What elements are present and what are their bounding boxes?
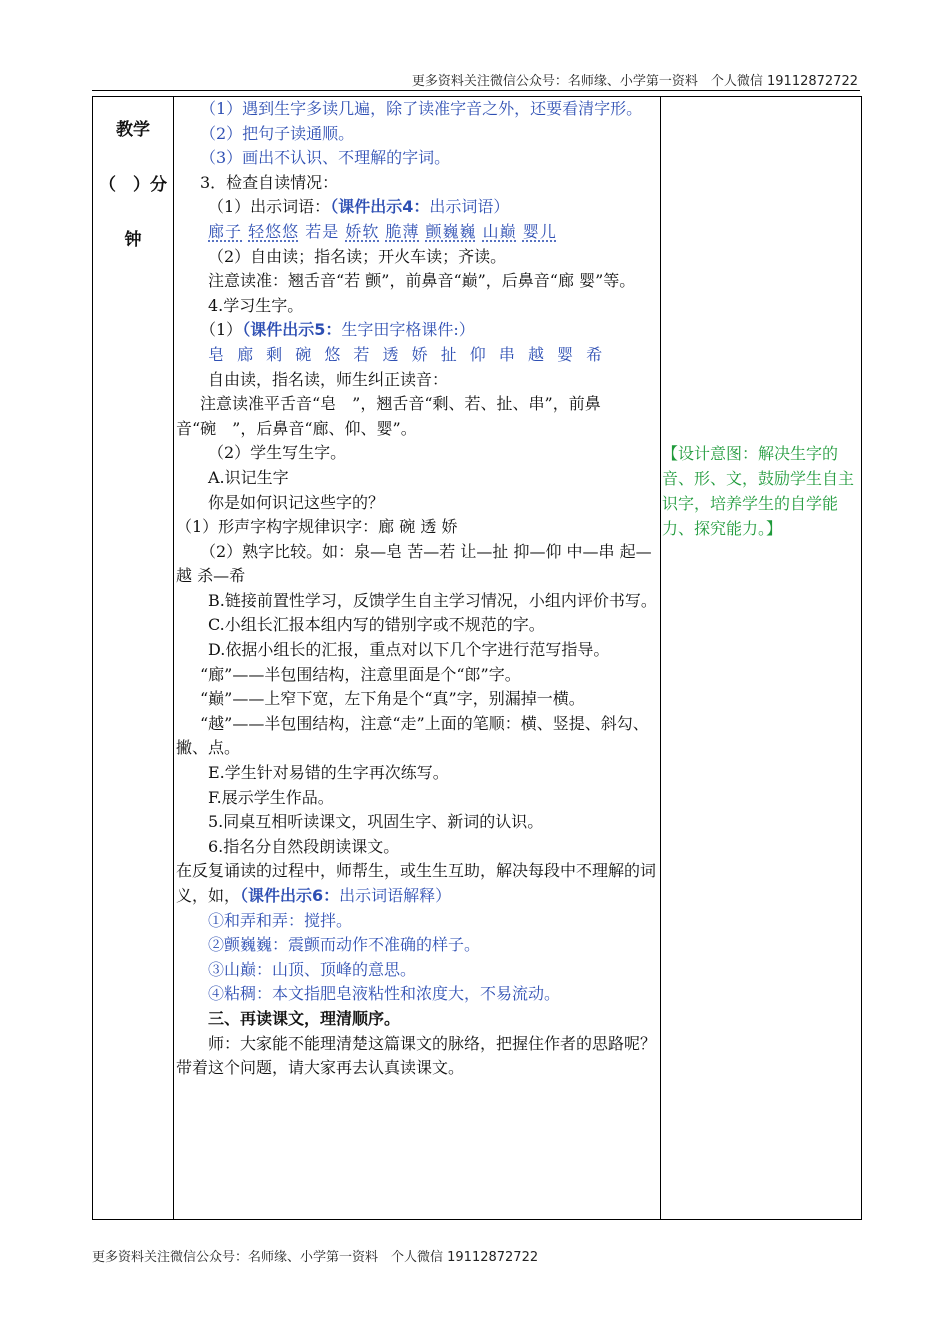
step-line: 自由读，指名读，师生纠正读音： bbox=[208, 369, 449, 389]
step-line bbox=[176, 318, 658, 343]
word-item: 颤巍巍 bbox=[425, 221, 477, 241]
gloss-item: ②颤巍巍：震颤而动作不准确的样子。 bbox=[208, 935, 481, 955]
word-item: 若是 bbox=[305, 221, 340, 241]
text-span: （1） bbox=[200, 320, 243, 340]
gloss-item: ③山巅：山顶、顶峰的意思。 bbox=[208, 959, 417, 979]
step-line: （1）形声字构字规律识字：廊 碗 透 娇 bbox=[176, 517, 458, 537]
content-cell bbox=[174, 97, 661, 1220]
step-line: E.学生针对易错的生字再次练写。 bbox=[208, 763, 449, 783]
step-line: 师：大家能不能理清楚这篇课文的脉络，把握住作者的思路呢？带着这个问题，请大家再去认真读课文。 bbox=[176, 1033, 657, 1078]
header-rule bbox=[92, 90, 860, 91]
step-line: 3．检查自读情况： bbox=[200, 172, 339, 192]
word-item: 廊子 bbox=[208, 221, 243, 241]
step-line: D.依据小组长的汇报，重点对以下几个字进行范写指导。 bbox=[208, 640, 610, 660]
word-item: 脆薄 bbox=[385, 221, 420, 241]
step-line: 注意读准平舌音“皂 ”，翘舌音“剩、若、扯、串”，前鼻音“碗 ”，后鼻音“廊、仰、婴”。 bbox=[176, 394, 601, 438]
word-item: 婴儿 bbox=[522, 221, 557, 241]
courseware-text: 生字田字格课件:） bbox=[341, 320, 475, 340]
gloss-item: ④粘稠：本文指肥皂液粘性和浓度大，不易流动。 bbox=[208, 984, 561, 1004]
word-item: 山巅 bbox=[482, 221, 517, 241]
time-label-2: （ ）分 bbox=[99, 175, 167, 195]
time-cell bbox=[93, 97, 174, 1220]
step-line: （3）画出不认识、不理解的字词。 bbox=[200, 148, 451, 168]
step-line: B.链接前置性学习，反馈学生自主学习情况，小组内评价书写。 bbox=[208, 590, 657, 610]
step-line: 你是如何识记这些字的？ bbox=[208, 492, 385, 512]
word-item: 娇软 bbox=[345, 221, 380, 241]
courseware-tag: （课件出示5： bbox=[242, 320, 342, 340]
step-line: （2）自由读；指名读；开火车读；齐读。 bbox=[208, 246, 507, 266]
courseware-tag: （课件出示4： bbox=[330, 197, 430, 217]
step-line: 注意读准：翘舌音“若 颤”，前鼻音“巅”，后鼻音“廊 婴”等。 bbox=[208, 271, 636, 291]
page-header: 更多资料关注微信公众号：名师缘、小学第一资料 个人微信 19112872722 bbox=[411, 74, 858, 89]
design-note-cell bbox=[661, 97, 862, 1220]
step-line: 6.指名分自然段朗读课文。 bbox=[208, 836, 400, 856]
section-heading: 三、再读课文，理清顺序。 bbox=[208, 1008, 401, 1028]
step-line bbox=[176, 195, 658, 220]
table-row bbox=[93, 97, 862, 1220]
step-line: 4.学习生字。 bbox=[208, 295, 304, 315]
character-list: 皂 廊 剩 碗 悠 若 透 娇 扯 仰 串 越 婴 希 bbox=[208, 344, 607, 364]
gloss-item: ①和弄和弄：搅拌。 bbox=[208, 910, 353, 930]
step-line: “廊”——半包围结构，注意里面是个“郎”字。 bbox=[200, 664, 521, 684]
step-line: “巅”——上窄下宽，左下角是个“真”字，别漏掉一横。 bbox=[200, 689, 585, 709]
word-list bbox=[176, 220, 658, 245]
step-line: （2）把句子读通顺。 bbox=[200, 123, 355, 143]
step-line: （1）遇到生字多读几遍，除了读准字音之外，还要看清字形。 bbox=[200, 99, 643, 118]
step-line: F.展示学生作品。 bbox=[208, 787, 334, 807]
step-line: C.小组长汇报本组内写的错别字或不规范的字。 bbox=[208, 615, 545, 635]
time-label-3: 钟 bbox=[124, 230, 142, 250]
step-line: A.识记生字 bbox=[208, 467, 289, 487]
step-line: “越”——半包围结构，注意“走”上面的笔顺：横、竖提、斜勾、撇、点。 bbox=[176, 713, 649, 758]
step-line: （2）熟字比较。如：泉—皂 苦—若 让—扯 抑—仰 中—串 起—越 杀—希 bbox=[176, 541, 652, 586]
step-line: （2）学生写生字。 bbox=[208, 443, 347, 463]
word-item: 轻悠悠 bbox=[248, 221, 300, 241]
courseware-text: 出示词语解释） bbox=[339, 886, 452, 905]
text-span: （1）出示词语： bbox=[208, 197, 331, 217]
lesson-table bbox=[92, 96, 862, 1220]
courseware-text: 出示词语） bbox=[429, 197, 510, 217]
text-span: 在反复诵读的过程中，师帮生，或生生互助，解决每段中不理解的词义，如， bbox=[176, 861, 657, 905]
design-intent-note: 【设计意图：解决生字的音、形、文，鼓励学生自主识字，培养学生的自学能力、探究能力。】 bbox=[662, 444, 855, 538]
lesson-content bbox=[174, 97, 660, 1081]
page-footer: 更多资料关注微信公众号：名师缘、小学第一资料 个人微信 19112872722 bbox=[92, 1250, 539, 1265]
step-line: 5.同桌互相听读课文，巩固生字、新词的认识。 bbox=[208, 812, 544, 832]
courseware-tag: （课件出示6： bbox=[240, 886, 340, 905]
time-label-1: 教学 bbox=[116, 120, 150, 140]
step-line bbox=[176, 859, 658, 908]
